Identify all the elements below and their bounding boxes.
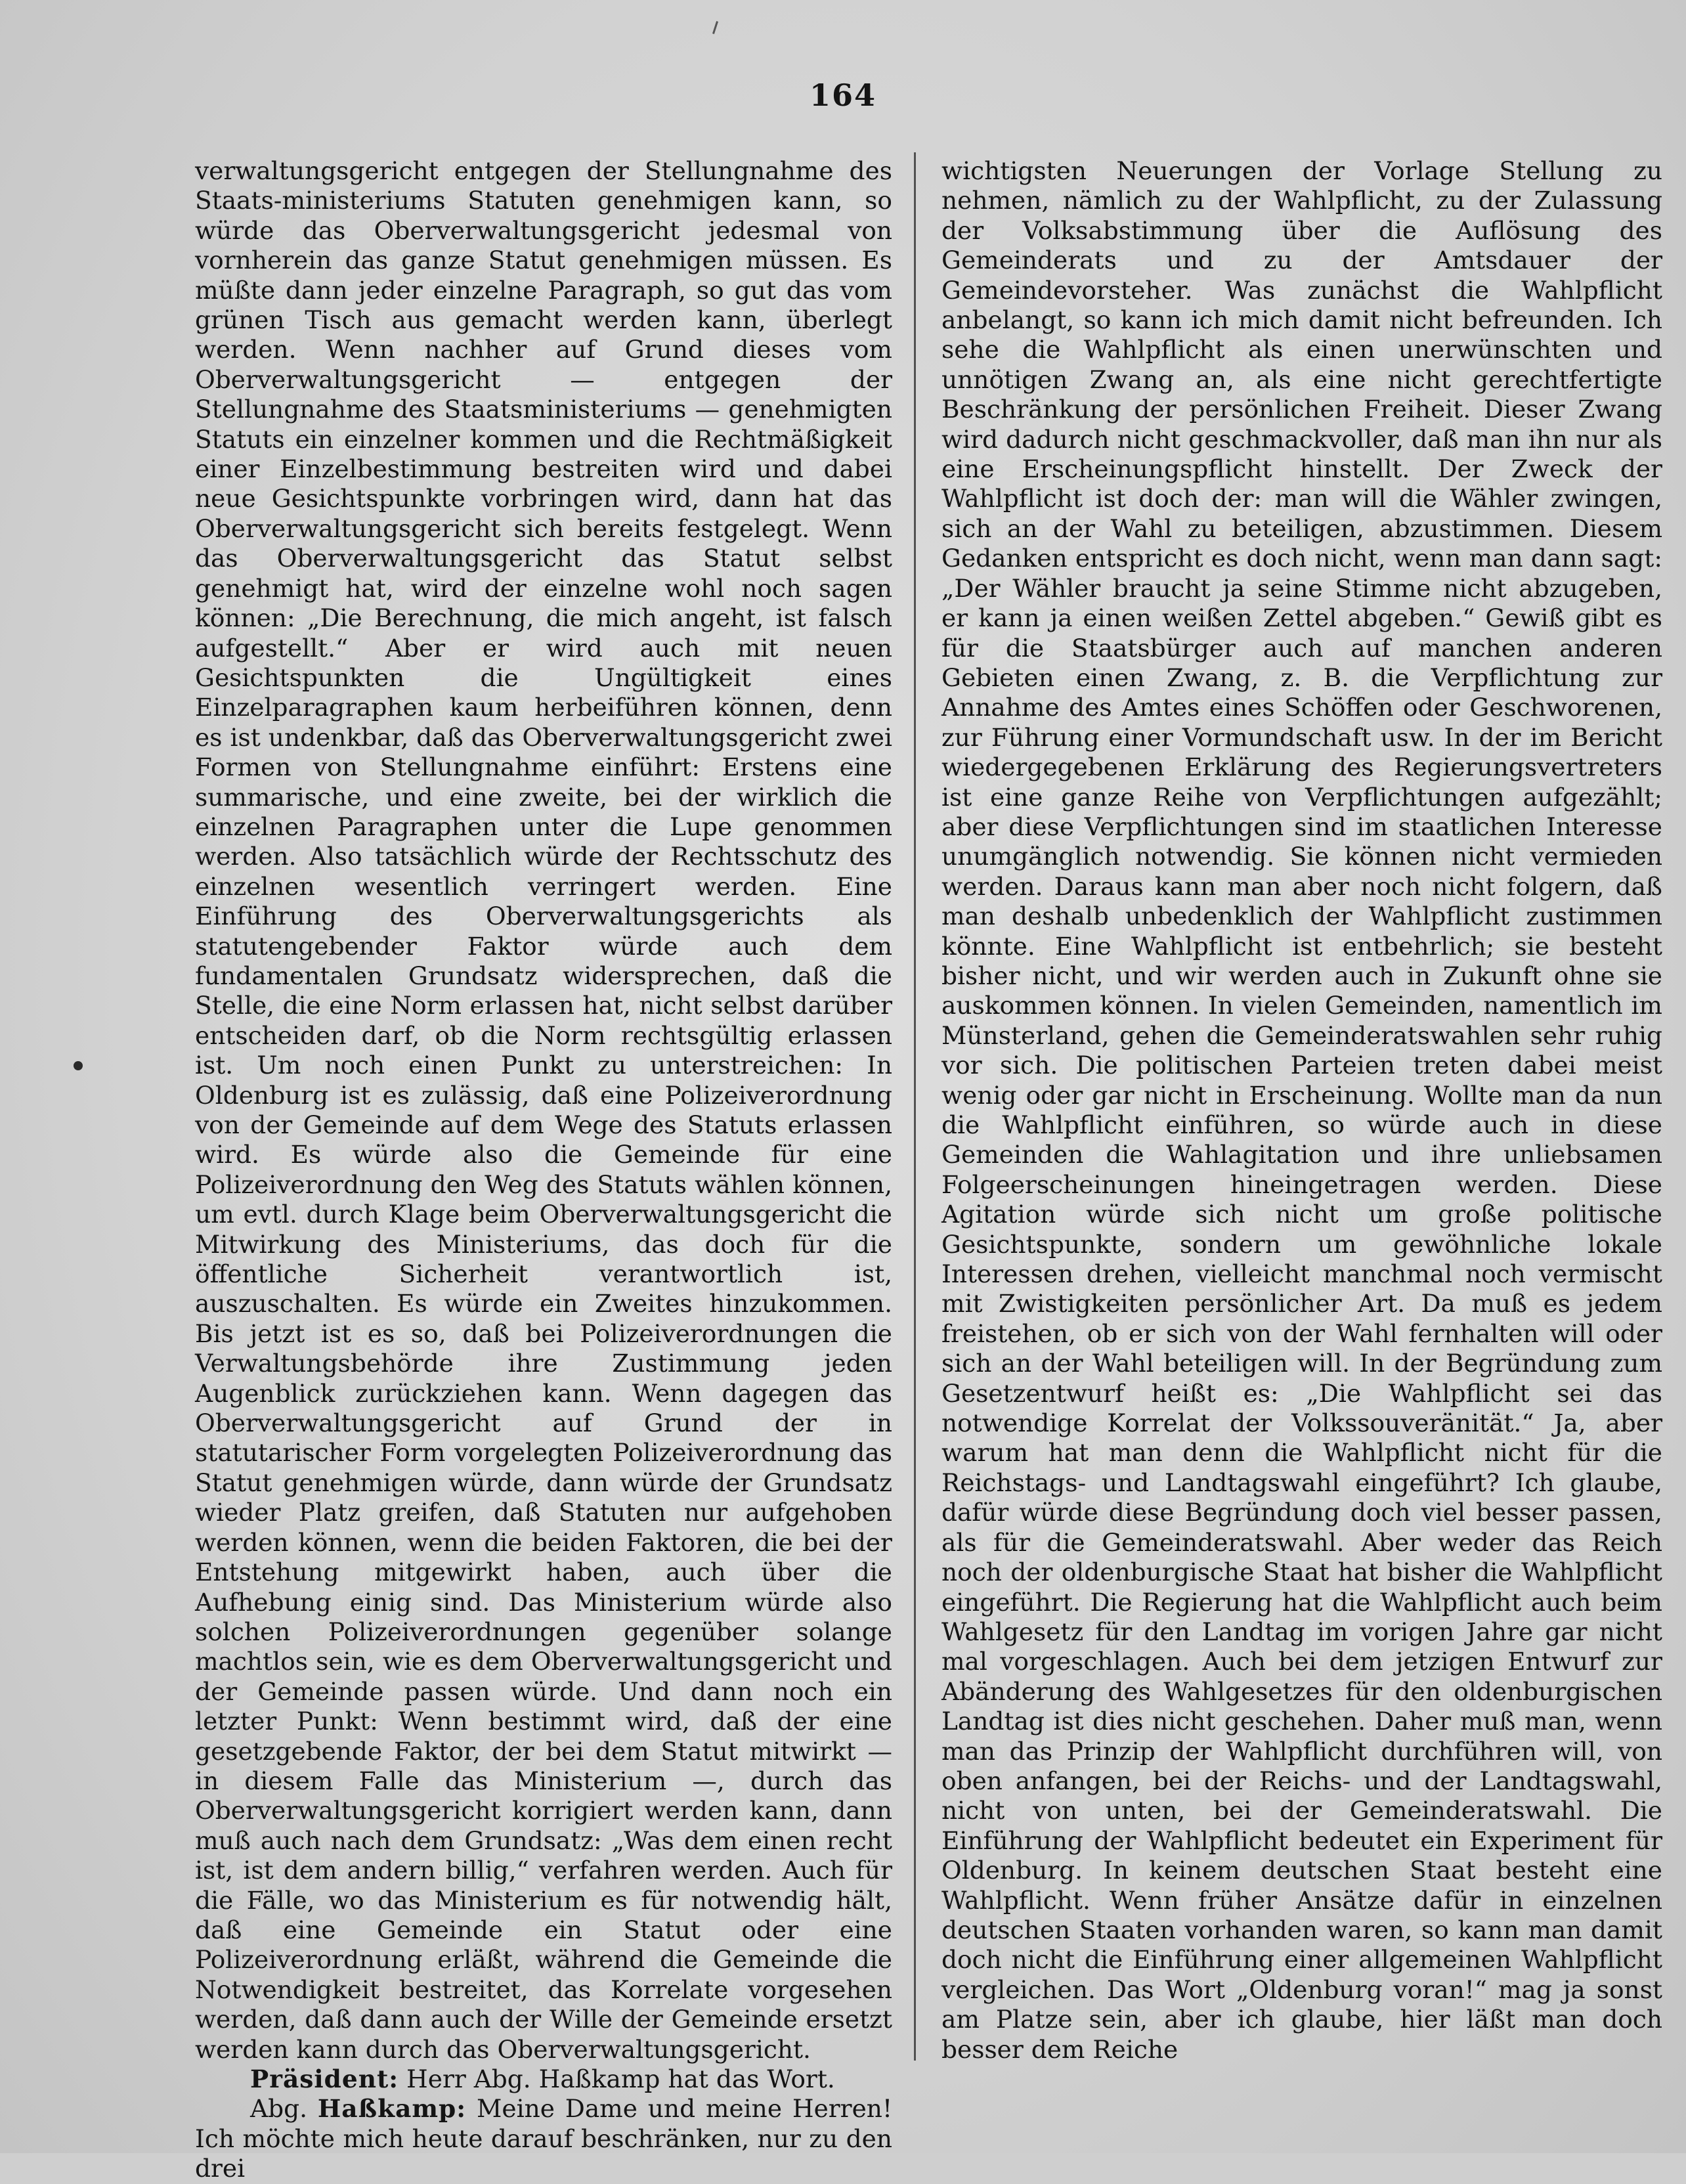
abg-statement: Meine Dame und meine Herren! Ich möchte mich heute darauf beschränken, nur zu den drei (195, 2094, 893, 2183)
page-number: 164 (809, 77, 877, 113)
left-paragraph-1: verwaltungsgericht entgegen der Stellungnahme des Staats-ministeriums Statuten genehmigen kann, so würde das Oberverwaltungsgericht jedesmal von vornherein das ganze Statut genehmigen müssen. Es müßte dann jeder einzelne Paragraph, so gut das vom grünen Tisch aus gemacht werden kann, überlegt werden. Wenn nachher auf Grund dieses vom Oberverwaltungsgericht — entgegen der Stellungnahme des Staatsministeriums — genehmigten Statuts ein einzelner kommen und die Rechtmäßigkeit einer Einzelbestimmung bestreiten wird und dabei neue Gesichtspunkte vorbringen wird, dann hat das Oberverwaltungsgericht sich bereits festgelegt. Wenn das Oberverwaltungsgericht das Statut selbst genehmigt hat, wird der einzelne wohl noch sagen können: „Die Berechnung, die mich angeht, ist falsch aufgestellt.“ Aber er wird auch mit neuen Gesichtspunkten die Ungültigkeit eines Einzelparagraphen kaum herbeiführen können, denn es ist undenkbar, daß das Oberverwaltungsgericht zwei Formen von Stellungnahme einführt: Erstens eine summarische, und eine zweite, bei der wirklich die einzelnen Paragraphen unter die Lupe genommen werden. Also tatsächlich würde der Rechtsschutz des einzelnen wesentlich verringert werden. Eine Einführung des Oberverwaltungsgerichts als statutengebender Faktor würde auch dem fundamentalen Grundsatz widersprechen, daß die Stelle, die eine Norm erlassen hat, nicht selbst darüber entscheiden darf, ob die Norm rechtsgültig erlassen ist. Um noch einen Punkt zu unterstreichen: In Oldenburg ist es zulässig, daß eine Polizeiverordnung von der Gemeinde auf dem Wege des Statuts erlassen wird. Es würde also die Gemeinde für eine Polizeiverordnung den Weg des Statuts wählen können, um evtl. durch Klage beim Oberverwaltungsgericht die Mitwirkung des Ministeriums, das doch für die öffentliche Sicherheit verantwortlich ist, auszuschalten. Es würde ein Zweites hinzukommen. Bis jetzt ist es so, daß bei Polizeiverordnungen die Verwaltungsbehörde ihre Zustimmung jeden Augenblick zurückziehen kann. Wenn dagegen das Oberverwaltungsgericht auf Grund der in statutarischer Form vorgelegten Polizeiverordnung das Statut genehmigen würde, dann würde der Grundsatz wieder Platz greifen, daß Statuten nur aufgehoben werden können, wenn die beiden Faktoren, die bei der Entstehung mitgewirkt haben, auch über die Aufhebung einig sind. Das Ministerium würde also solchen Polizeiverordnungen gegenüber solange machtlos sein, wie es dem Oberverwaltungsgericht und der Gemeinde passen würde. Und dann noch ein letzter Punkt: Wenn bestimmt wird, daß der eine gesetzgebende Faktor, der bei dem Statut mitwirkt — in diesem Falle das Ministerium —, durch das Oberverwaltungsgericht korrigiert werden kann, dann muß auch nach dem Grundsatz: „Was dem einen recht ist, ist dem andern billig,“ verfahren werden. Auch für die Fälle, wo das Ministerium es für notwendig hält, daß eine Gemeinde ein Statut oder eine Polizeiverordnung erläßt, während die Gemeinde die Notwendigkeit bestreitet, das Korrelate vorgesehen werden, daß dann auch der Wille der Gemeinde ersetzt werden kann durch das Oberverwaltungsgericht. (195, 156, 892, 2064)
president-statement: Herr Abg. Haßkamp hat das Wort. (406, 2064, 835, 2093)
right-column (941, 156, 1662, 2064)
abg-paragraph (195, 2094, 892, 2183)
margin-ink-dot (74, 1061, 83, 1070)
stray-pen-mark (712, 21, 718, 34)
president-speaker-label: Präsident: (250, 2064, 399, 2093)
abg-prefix: Abg. (250, 2094, 308, 2124)
column-divider (914, 152, 916, 2061)
abg-speaker-label: Haßkamp: (317, 2094, 467, 2124)
left-column (195, 156, 892, 2184)
right-paragraph-1: wichtigsten Neuerungen der Vorlage Stellung zu nehmen, nämlich zu der Wahlpflicht, zu der Zulassung der Volksabstimmung über die Auflösung des Gemeinderats und zu der Amtsdauer der Gemeindevorsteher. Was zunächst die Wahlpflicht anbelangt, so kann ich mich damit nicht befreunden. Ich sehe die Wahlpflicht als einen unerwünschten und unnötigen Zwang an, als eine nicht gerechtfertigte Beschränkung der persönlichen Freiheit. Dieser Zwang wird dadurch nicht geschmackvoller, daß man ihn nur als eine Erscheinungspflicht hinstellt. Der Zweck der Wahlpflicht ist doch der: man will die Wähler zwingen, sich an der Wahl zu beteiligen, abzustimmen. Diesem Gedanken entspricht es doch nicht, wenn man dann sagt: „Der Wähler braucht ja seine Stimme nicht abzugeben, er kann ja einen weißen Zettel abgeben.“ Gewiß gibt es für die Staatsbürger auch auf manchen anderen Gebieten einen Zwang, z. B. die Verpflichtung zur Annahme des Amtes eines Schöffen oder Geschworenen, zur Führung einer Vormundschaft usw. In der im Bericht wiedergegebenen Erklärung des Regierungsvertreters ist eine ganze Reihe von Verpflichtungen aufgezählt; aber diese Verpflichtungen sind im staatlichen Interesse unumgänglich notwendig. Sie können nicht vermieden werden. Daraus kann man aber noch nicht folgern, daß man deshalb unbedenklich der Wahlpflicht zustimmen könnte. Eine Wahlpflicht ist entbehrlich; sie besteht bisher nicht, und wir werden auch in Zukunft ohne sie auskommen können. In vielen Gemeinden, namentlich im Münsterland, gehen die Gemeinderatswahlen sehr ruhig vor sich. Die politischen Parteien treten dabei meist wenig oder gar nicht in Erscheinung. Wollte man da nun die Wahlpflicht einführen, so würde auch in diese Gemeinden die Wahlagitation und ihre unliebsamen Folgeerscheinungen hineingetragen werden. Diese Agitation würde sich nicht um große politische Gesichtspunkte, sondern um gewöhnliche lokale Interessen drehen, vielleicht manchmal noch vermischt mit Zwistigkeiten persönlicher Art. Da muß es jedem freistehen, ob er sich von der Wahl fernhalten will oder sich an der Wahl beteiligen will. In der Begründung zum Gesetzentwurf heißt es: „Die Wahlpflicht sei das notwendige Korrelat der Volkssouveränität.“ Ja, aber warum hat man denn die Wahlpflicht nicht für die Reichstags- und Landtagswahl eingeführt? Ich glaube, dafür würde diese Begründung doch viel besser passen, als für die Gemeinderatswahl. Aber weder das Reich noch der oldenburgische Staat hat bisher die Wahlpflicht eingeführt. Die Regierung hat die Wahlpflicht auch beim Wahlgesetz für den Landtag im vorigen Jahre gar nicht mal vorgeschlagen. Auch bei dem jetzigen Entwurf zur Abänderung des Wahlgesetzes für den oldenburgischen Landtag ist dies nicht geschehen. Daher muß man, wenn man das Prinzip der Wahlpflicht durchführen will, von oben anfangen, bei der Reichs- und der Landtagswahl, nicht von unten, bei der Gemeinderatswahl. Die Einführung der Wahlpflicht bedeutet ein Experiment für Oldenburg. In keinem deutschen Staat besteht eine Wahlpflicht. Wenn früher Ansätze dafür in einzelnen deutschen Staaten vorhanden waren, so kann man damit doch nicht die Einführung einer allgemeinen Wahlpflicht vergleichen. Das Wort „Oldenburg voran!“ mag ja sonst am Platze sein, aber ich glaube, hier läßt man doch besser dem Reiche (941, 156, 1662, 2064)
president-paragraph (195, 2064, 892, 2094)
